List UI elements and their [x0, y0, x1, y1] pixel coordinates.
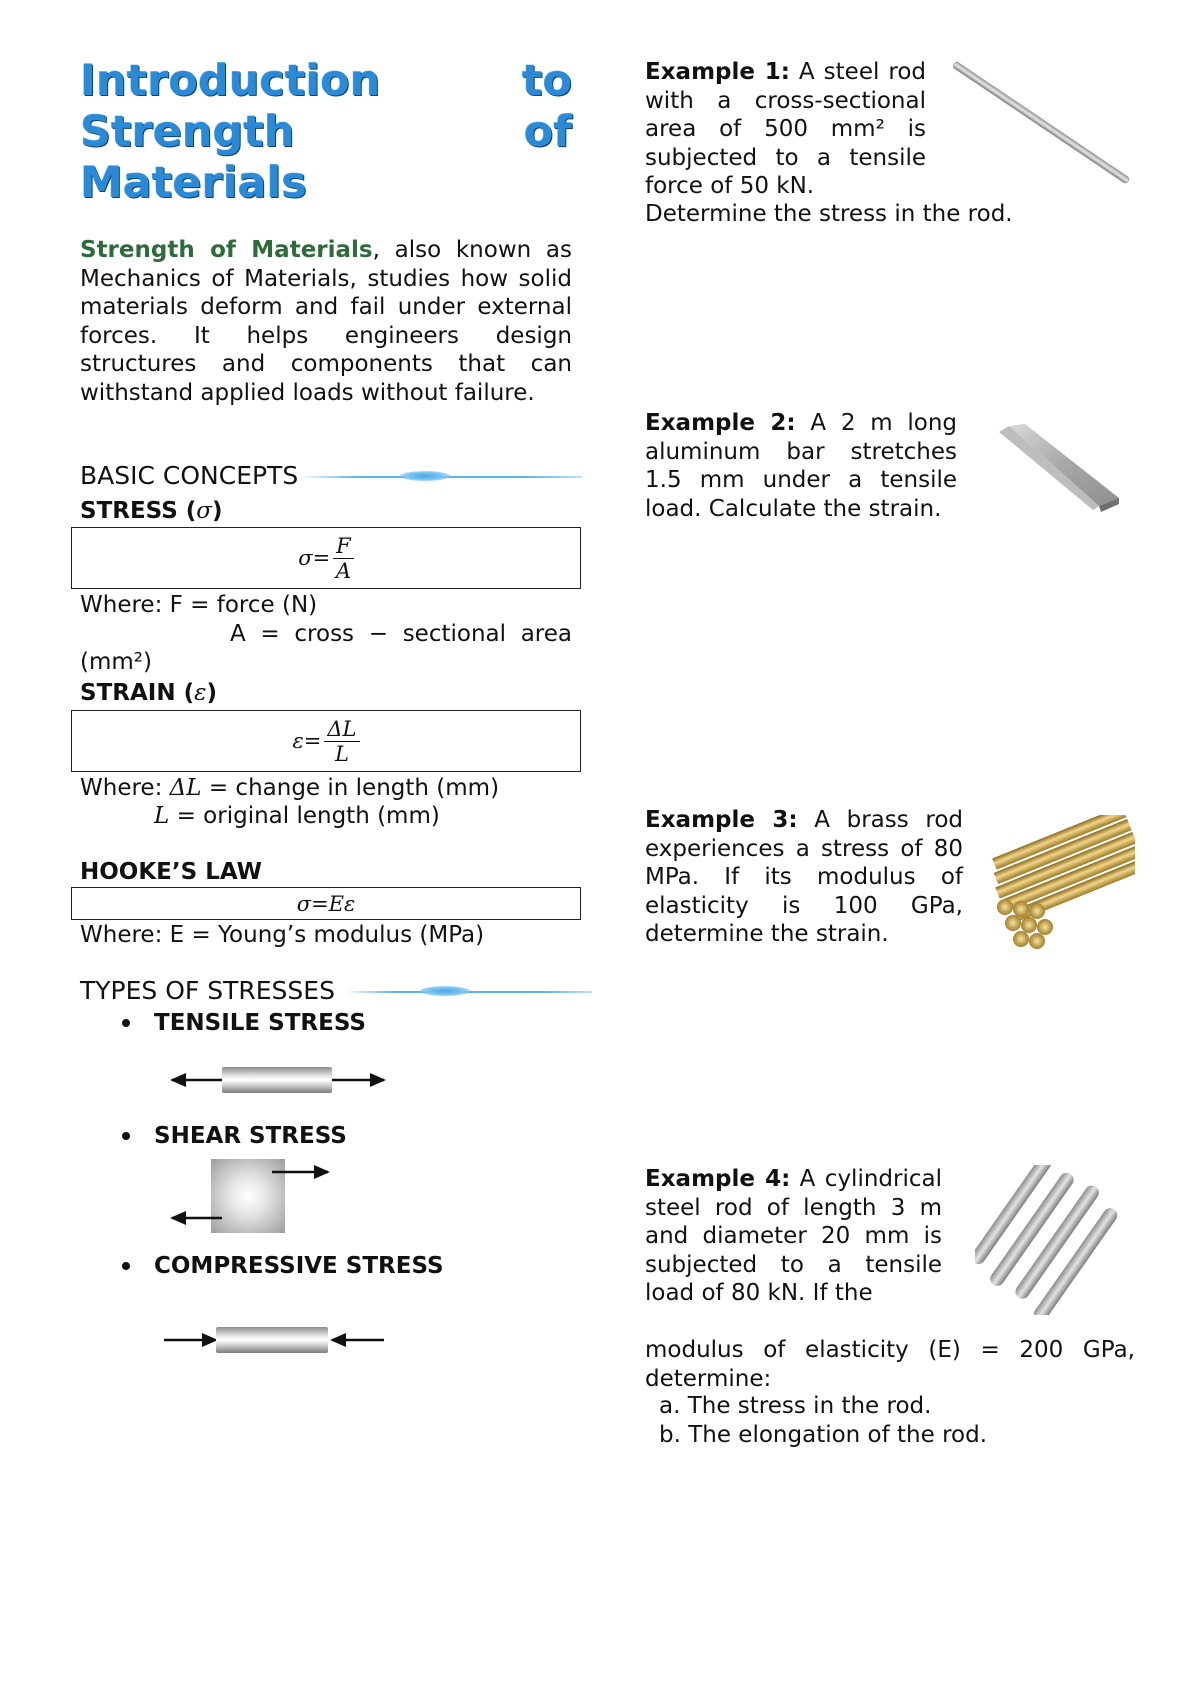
hookes-law-formula: σ=Eε	[296, 891, 356, 916]
heading-accent-decoration	[420, 986, 470, 996]
page-title	[80, 56, 572, 209]
stress-where-line-2: A = cross − sectional area	[230, 621, 572, 647]
title-word: of	[523, 107, 572, 157]
strain-formula-numerator: ΔL	[324, 717, 359, 742]
example-text: A brass rod experiences a stress of 80 MPa. If its modulus of elasticity is 100 GPa, determine the strain.	[645, 807, 963, 947]
example-4-part-a: a. The stress in the rod.	[659, 1393, 932, 1419]
strain-formula-fraction	[324, 717, 359, 766]
hookes-law-heading: HOOKE’S LAW	[80, 859, 262, 885]
strain-formula-box	[71, 710, 581, 772]
shear-arrows-icon	[168, 1160, 338, 1230]
title-word: Strength	[80, 107, 295, 157]
example-1	[645, 58, 926, 201]
brass-rods-image	[985, 815, 1135, 950]
stress-heading	[80, 497, 223, 525]
title-word: Materials	[80, 158, 307, 208]
stress-type-label: SHEAR STRESS	[154, 1123, 347, 1149]
bullet-icon	[122, 1132, 130, 1140]
strain-formula-denominator: L	[334, 741, 349, 766]
hookes-law-formula-box	[71, 887, 581, 920]
strain-heading	[80, 679, 217, 707]
example-text: A cylindrical steel rod of length 3 m and diameter 20 mm is subjected to a tensile load of 80 kN. If the	[645, 1166, 942, 1306]
stress-heading-text: STRESS (	[80, 498, 197, 524]
steel-rod-image	[950, 55, 1140, 190]
bullet-icon	[122, 1019, 130, 1027]
heading-accent-decoration	[400, 471, 450, 481]
stress-formula-lhs: σ=	[298, 546, 331, 570]
stress-type-item	[122, 1010, 366, 1036]
strain-where-symbol: ΔL	[169, 775, 202, 801]
strain-heading-end: )	[206, 680, 217, 706]
intro-text: , also known as Mechanics of Materials, studies how solid materials deform and fail under external forces. It helps engineers design structures and components that can withstand applied loads without failure.	[80, 237, 572, 406]
title-word: Introduction	[80, 56, 381, 106]
stress-type-label: TENSILE STRESS	[154, 1010, 366, 1036]
strain-where-prefix: Where:	[80, 775, 170, 801]
example-1-tail: Determine the stress in the rod.	[645, 201, 1013, 227]
strain-heading-text: STRAIN (	[80, 680, 195, 706]
example-4-part-b: b. The elongation of the rod.	[659, 1422, 988, 1448]
stress-heading-end: )	[212, 498, 223, 524]
stress-formula-numerator: F	[333, 534, 354, 559]
example-4-tail: modulus of elasticity (E) = 200 GPa, determine:	[645, 1337, 1135, 1392]
stress-symbol: σ	[196, 498, 212, 524]
title-word: to	[521, 56, 572, 106]
strain-where-text: = change in length (mm)	[201, 775, 500, 801]
example-4	[645, 1165, 942, 1308]
example-label: Example 1:	[645, 59, 790, 85]
example-label: Example 4:	[645, 1166, 791, 1192]
strain-symbol: ε	[194, 680, 207, 706]
stress-type-item	[122, 1253, 444, 1279]
strain-where-line-1	[80, 774, 499, 803]
stress-type-label: COMPRESSIVE STRESS	[154, 1253, 444, 1279]
stress-formula-denominator: A	[335, 558, 352, 583]
types-of-stresses-heading: TYPES OF STRESSES	[80, 976, 335, 1005]
intro-term: Strength of Materials	[80, 237, 373, 263]
stress-where-line-1: Where: F = force (N)	[80, 592, 318, 618]
example-2	[645, 409, 957, 523]
basic-concepts-heading: BASIC CONCEPTS	[80, 461, 299, 490]
example-label: Example 3:	[645, 807, 798, 833]
example-text: A 2 m long aluminum bar stretches 1.5 mm under a tensile load. Calculate the strain.	[645, 410, 957, 522]
strain-where-line-2	[154, 802, 440, 831]
intro-paragraph	[80, 236, 572, 407]
stress-type-item	[122, 1123, 347, 1149]
steel-rods-image	[975, 1165, 1135, 1315]
example-text: A steel rod with a cross-sectional area of 500 mm² is subjected to a tensile force of 50 kN.	[645, 59, 926, 199]
compressive-rod-icon	[216, 1327, 328, 1353]
stress-where-line-3: (mm²)	[80, 649, 152, 675]
strain-where-symbol-2: L	[154, 803, 170, 829]
strain-formula-lhs: ε=	[292, 729, 322, 753]
aluminum-bar-image	[995, 420, 1125, 520]
example-3	[645, 806, 963, 949]
tensile-rod-icon	[222, 1067, 332, 1093]
stress-formula-box	[71, 527, 581, 589]
stress-formula-fraction	[333, 534, 354, 583]
example-label: Example 2:	[645, 410, 796, 436]
hookes-law-where: Where: E = Young’s modulus (MPa)	[80, 922, 485, 948]
strain-where-text-2: = original length (mm)	[169, 803, 440, 829]
bullet-icon	[122, 1262, 130, 1270]
